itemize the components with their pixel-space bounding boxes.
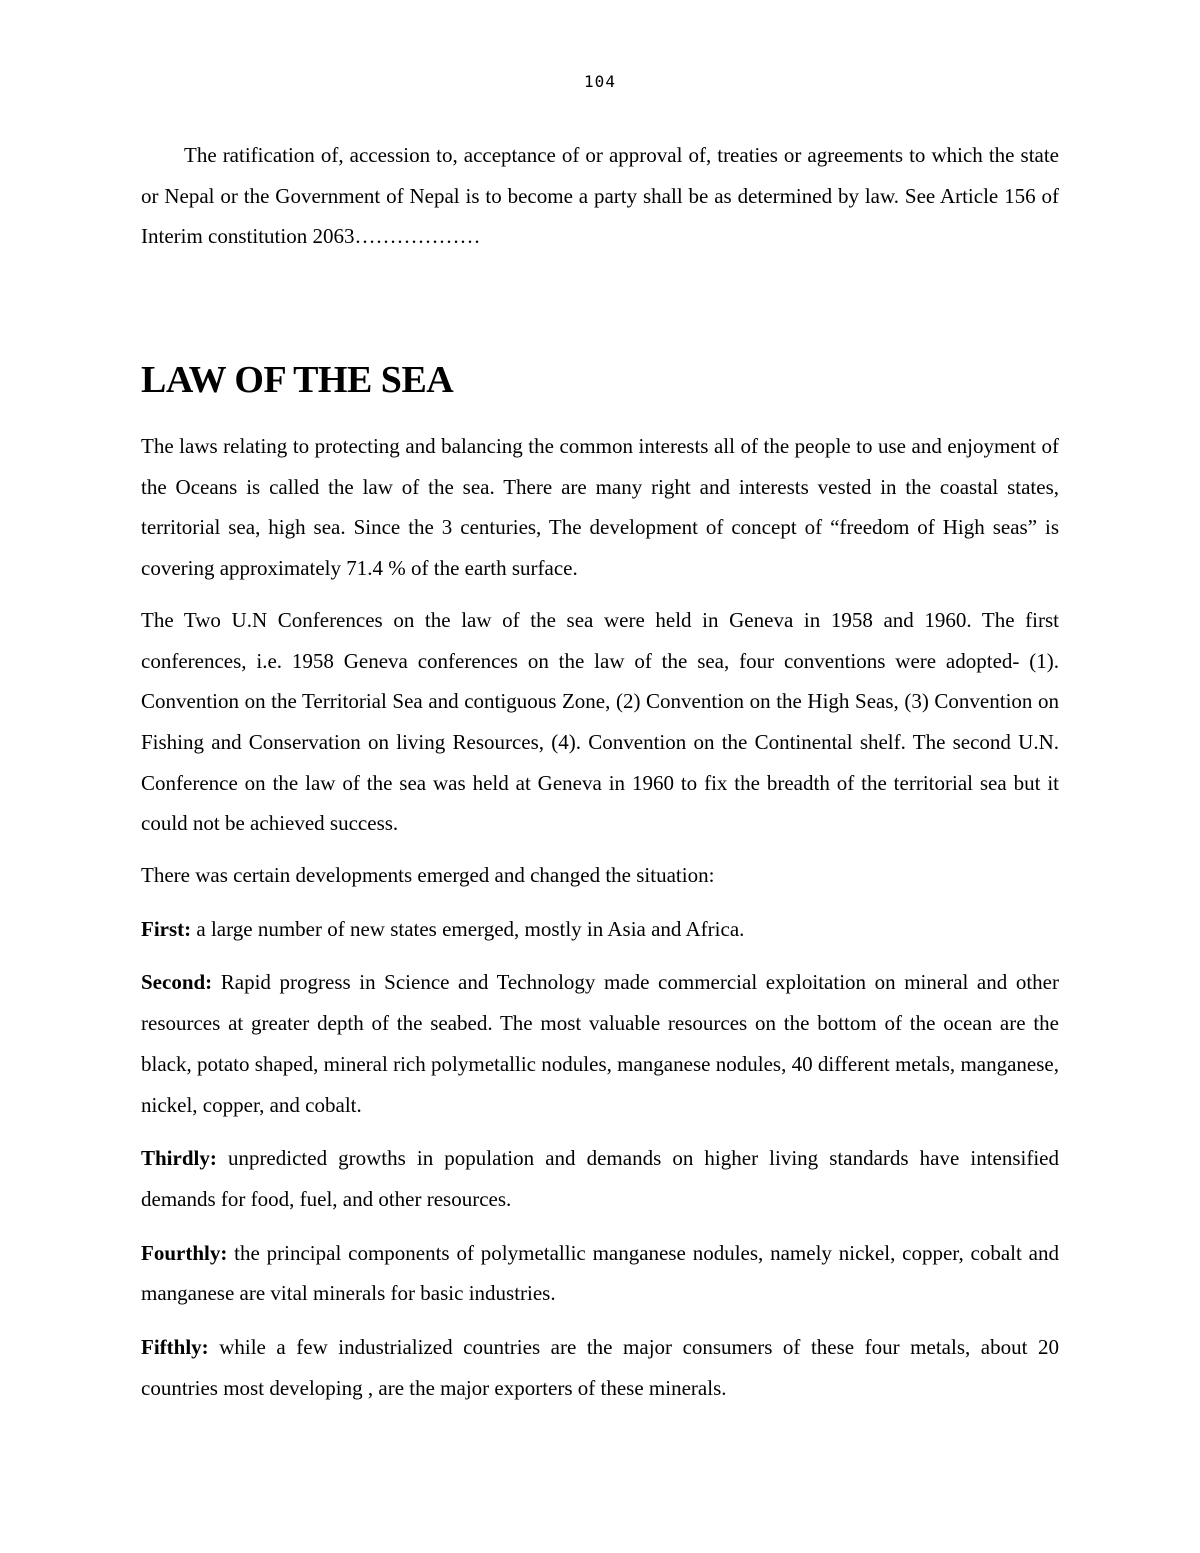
paragraph-developments-intro: There was certain developments emerged and changed the situation:	[141, 863, 715, 888]
point-text: while a few industrialized countries are the major consumers of these four metals, about 20 countries most developing , are the major exporters of these minerals.	[141, 1335, 1059, 1400]
intro-paragraph: The ratification of, accession to, acceptance of or approval of, treaties or agreements to which the state or Nepal or the Government of Nepal is to become a party shall be as determined by law. See Article 156 of Interim constitution 2063………………	[141, 143, 1059, 249]
section-heading: LAW OF THE SEA	[141, 359, 454, 401]
paragraph-geneva-conferences: The Two U.N Conferences on the law of the sea were held in Geneva in 1958 and 1960. The first conferences, i.e. 1958 Geneva conferences on the law of the sea, four conventions were adopted- (1). Convention on the Territorial Sea and contiguous Zone, (2) Convention on the High Seas, (3) Convention on Fishing and Conservation on living Resources, (4). Convention on the Continental shelf. The second U.N. Conference on the law of the sea was held at Geneva in 1960 to fix the breadth of the territorial sea but it could not be achieved success.	[141, 607, 1059, 836]
section-body	[141, 426, 1059, 1421]
point-text: a large number of new states emerged, mostly in Asia and Africa.	[191, 916, 745, 941]
point-third	[141, 1138, 1059, 1219]
point-label: Second:	[141, 970, 213, 995]
point-fourth	[141, 1233, 1059, 1314]
point-label: Fourthly:	[141, 1240, 228, 1265]
point-fifth	[141, 1327, 1059, 1408]
paragraph-definition: The laws relating to protecting and balancing the common interests all of the people to use and enjoyment of the Oceans is called the law of the sea. There are many right and interests vested in the coastal states, territorial sea, high sea. Since the 3 centuries, The development of concept of “freedom of High seas” is covering approximately 71.4 % of the earth surface.	[141, 434, 1059, 581]
point-second	[141, 962, 1059, 1125]
point-label: First:	[141, 916, 192, 941]
point-label: Fifthly:	[141, 1335, 209, 1360]
point-text: Rapid progress in Science and Technology made commercial exploitation on mineral and other resources at greater depth of the seabed. The most valuable resources on the bottom of the ocean are the black, potato shaped, mineral rich polymetallic nodules, manganese nodules, 40 different metals, manganese, nickel, copper, and cobalt.	[141, 970, 1059, 1117]
page-number: 104	[584, 72, 616, 91]
point-first	[141, 909, 1059, 950]
point-text: unpredicted growths in population and demands on higher living standards have intensified demands for food, fuel, and other resources.	[141, 1146, 1059, 1211]
point-text: the principal components of polymetallic manganese nodules, namely nickel, copper, cobalt and manganese are vital minerals for basic industries.	[141, 1240, 1059, 1306]
point-label: Thirdly:	[141, 1146, 217, 1171]
